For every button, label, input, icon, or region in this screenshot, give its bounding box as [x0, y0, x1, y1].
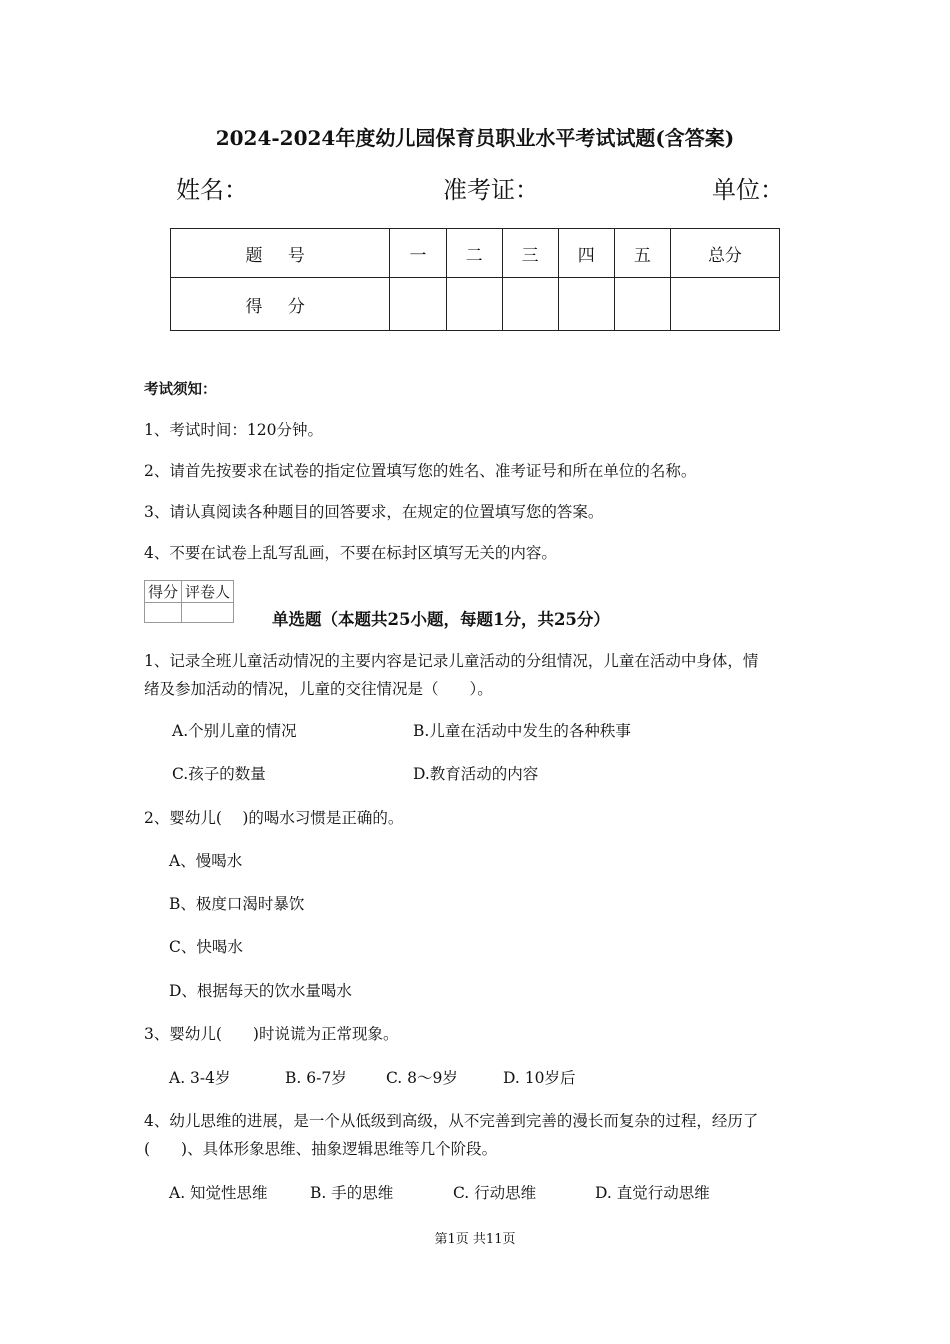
- question-option: B.儿童在活动中发生的各种秩事: [413, 722, 631, 740]
- score-table: [170, 228, 780, 331]
- question-stem: ( )、具体形象思维、抽象逻辑思维等几个阶段。: [144, 1140, 498, 1158]
- score-table-header-cell: 五: [614, 229, 670, 278]
- score-cell[interactable]: [390, 278, 446, 331]
- grader-box-score-cell[interactable]: [145, 603, 182, 623]
- question-option: A. 知觉性思维: [169, 1184, 268, 1202]
- notice-item: 3、请认真阅读各种题目的回答要求，在规定的位置填写您的答案。: [144, 503, 604, 521]
- grader-box-grader-label: 评卷人: [182, 581, 234, 603]
- question-stem: 2、婴幼儿( )的喝水习惯是正确的。: [144, 809, 404, 827]
- notice-heading: 考试须知：: [144, 381, 217, 398]
- question-stem: 3、婴幼儿( )时说谎为正常现象。: [144, 1025, 399, 1043]
- score-table-score-row: [171, 278, 780, 331]
- score-table-header-cell: 一: [390, 229, 446, 278]
- score-table-header-label: 题 号: [171, 229, 390, 278]
- name-field-label: 姓名：: [176, 176, 248, 204]
- unit-field-label: 单位：: [712, 176, 784, 204]
- notice-item: 1、考试时间：120分钟。: [144, 421, 323, 439]
- score-cell[interactable]: [670, 278, 779, 331]
- score-table-header-cell: 二: [446, 229, 502, 278]
- question-option: D.教育活动的内容: [413, 765, 539, 783]
- question-option: D. 10岁后: [503, 1069, 576, 1087]
- question-option: B. 手的思维: [310, 1184, 394, 1202]
- score-cell[interactable]: [558, 278, 614, 331]
- question-stem: 1、记录全班儿童活动情况的主要内容是记录儿童活动的分组情况，儿童在活动中身体，情: [144, 652, 759, 670]
- score-cell[interactable]: [614, 278, 670, 331]
- question-option: D. 直觉行动思维: [595, 1184, 710, 1202]
- section-title: 单选题（本题共25小题，每题1分，共25分）: [272, 610, 610, 629]
- score-cell[interactable]: [502, 278, 558, 331]
- score-table-header-cell: 四: [558, 229, 614, 278]
- notice-item: 4、不要在试卷上乱写乱画，不要在标封区填写无关的内容。: [144, 544, 557, 562]
- question-option: C、快喝水: [169, 938, 243, 956]
- question-option: C.孩子的数量: [172, 765, 266, 783]
- notice-item: 2、请首先按要求在试卷的指定位置填写您的姓名、准考证号和所在单位的名称。: [144, 462, 697, 480]
- score-table-header-row: [171, 229, 780, 278]
- grader-box-grader-cell[interactable]: [182, 603, 234, 623]
- question-stem: 4、幼儿思维的进展，是一个从低级到高级，从不完善到完善的漫长而复杂的过程，经历了: [144, 1112, 759, 1130]
- score-table-header-cell: 三: [502, 229, 558, 278]
- question-option: D、根据每天的饮水量喝水: [169, 982, 352, 1000]
- question-option: C. 8～9岁: [386, 1069, 458, 1087]
- question-option: A. 3-4岁: [169, 1069, 231, 1087]
- grader-box-score-label: 得分: [145, 581, 182, 603]
- question-option: C. 行动思维: [453, 1184, 537, 1202]
- question-option: B. 6-7岁: [285, 1069, 347, 1087]
- question-option: B、极度口渴时暴饮: [169, 895, 305, 913]
- grader-box: [144, 580, 234, 623]
- question-option: A.个别儿童的情况: [172, 722, 297, 740]
- question-option: A、慢喝水: [169, 852, 243, 870]
- score-table-header-cell: 总分: [670, 229, 779, 278]
- score-cell[interactable]: [446, 278, 502, 331]
- question-stem: 绪及参加活动的情况，儿童的交往情况是（ ）。: [144, 680, 493, 698]
- page-footer: 第1页 共11页: [434, 1232, 516, 1247]
- score-row-label: 得 分: [171, 278, 390, 331]
- exam-id-field-label: 准考证：: [443, 176, 539, 204]
- document-title: 2024-2024年度幼儿园保育员职业水平考试试题(含答案): [215, 126, 735, 150]
